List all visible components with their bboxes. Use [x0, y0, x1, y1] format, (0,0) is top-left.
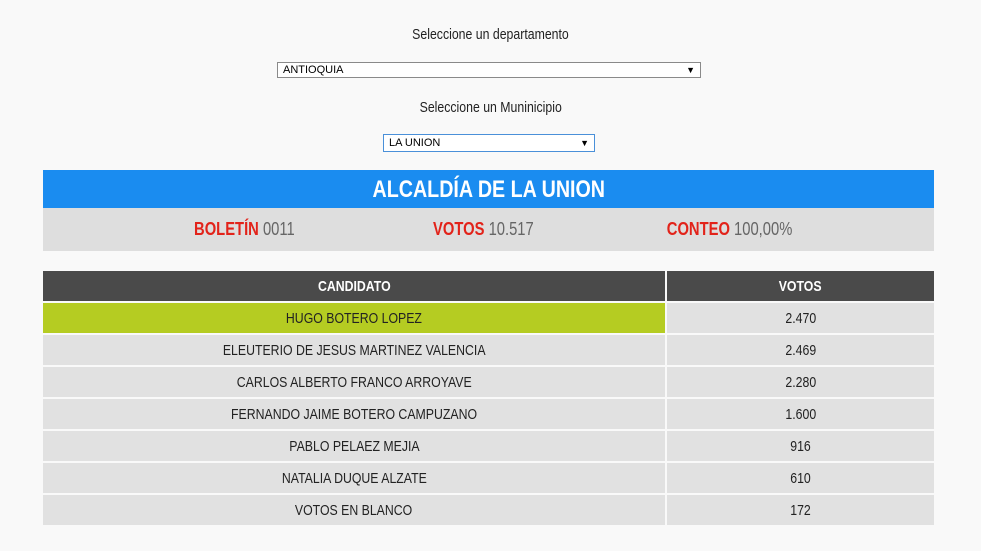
- candidate-name: NATALIA DUQUE ALZATE: [43, 461, 667, 493]
- candidate-name: ELEUTERIO DE JESUS MARTINEZ VALENCIA: [43, 333, 667, 365]
- candidate-votes: 1.600: [667, 397, 934, 429]
- candidate-votes: 172: [667, 493, 934, 525]
- votes-stat: [422, 208, 545, 251]
- table-row: [43, 365, 934, 397]
- department-select[interactable]: [277, 62, 701, 78]
- results-summary: [43, 208, 934, 251]
- count-stat: [653, 208, 806, 251]
- column-header-votes: VOTOS: [667, 271, 934, 301]
- candidate-name: HUGO BOTERO LOPEZ: [43, 301, 667, 333]
- bulletin-value: 0011: [262, 219, 295, 239]
- department-select-value: ANTIOQUIA: [283, 64, 344, 76]
- municipality-select[interactable]: [383, 134, 595, 152]
- table-row: [43, 493, 934, 525]
- department-label: Seleccione un departamento: [412, 26, 569, 43]
- candidate-votes: 2.470: [667, 301, 934, 333]
- candidate-votes: 610: [667, 461, 934, 493]
- table-row: [43, 461, 934, 493]
- dropdown-arrow-icon: ▼: [686, 65, 695, 75]
- table-header-row: [43, 271, 934, 301]
- candidate-name: PABLO PELAEZ MEJIA: [43, 429, 667, 461]
- table-row: [43, 397, 934, 429]
- municipality-select-value: LA UNION: [389, 137, 441, 149]
- bulletin-stat: [183, 208, 306, 251]
- votes-label: VOTOS: [433, 219, 485, 239]
- table-row: [43, 333, 934, 365]
- candidate-votes: 2.469: [667, 333, 934, 365]
- candidate-name: CARLOS ALBERTO FRANCO ARROYAVE: [43, 365, 667, 397]
- dropdown-arrow-icon: ▼: [580, 138, 589, 148]
- votes-value: 10.517: [488, 219, 534, 239]
- table-row: [43, 429, 934, 461]
- candidate-votes: 2.280: [667, 365, 934, 397]
- candidate-name: VOTOS EN BLANCO: [43, 493, 667, 525]
- table-row: [43, 301, 934, 333]
- count-label: CONTEO: [666, 219, 730, 239]
- results-table: [43, 271, 934, 525]
- bulletin-label: BOLETÍN: [194, 219, 259, 239]
- candidate-votes: 916: [667, 429, 934, 461]
- results-banner-title: ALCALDÍA DE LA UNION: [43, 170, 934, 208]
- column-header-candidate: CANDIDATO: [43, 271, 667, 301]
- count-value: 100,00%: [734, 219, 793, 239]
- candidate-name: FERNANDO JAIME BOTERO CAMPUZANO: [43, 397, 667, 429]
- municipality-label: Seleccione un Muninicipio: [419, 99, 562, 116]
